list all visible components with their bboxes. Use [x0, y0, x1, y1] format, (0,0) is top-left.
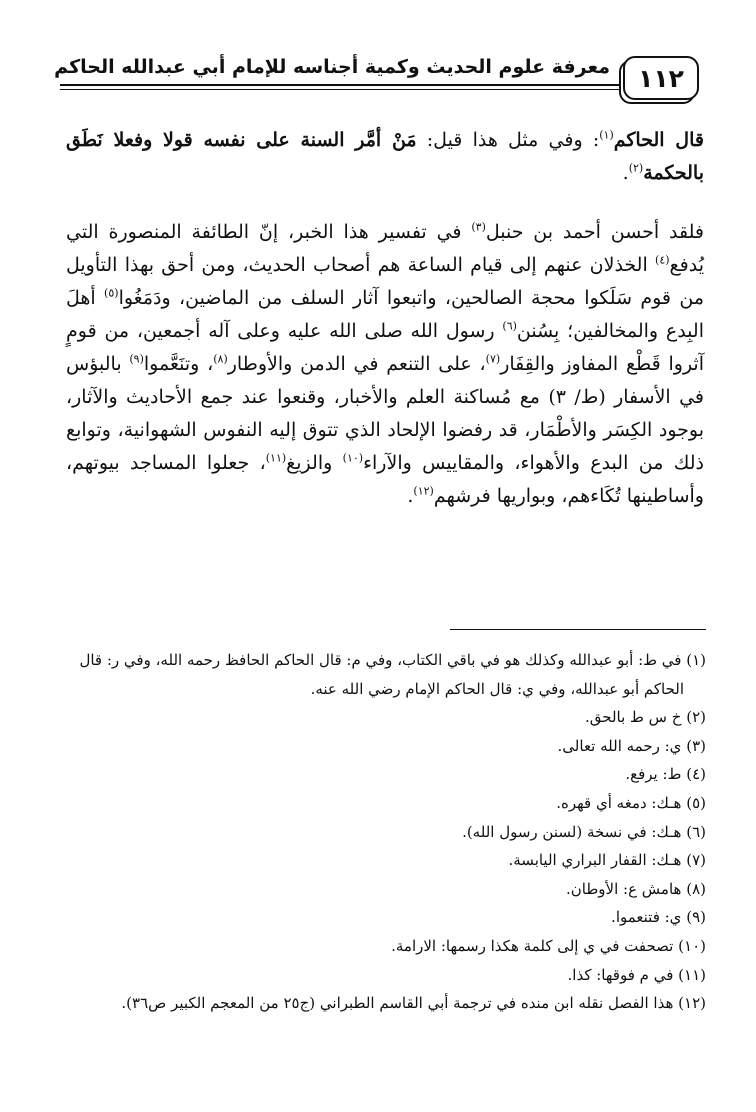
footnote-ref-11: (١١) [265, 451, 287, 465]
text-segment: ، جعلوا المساجد بيوتهم، وأساطينها تُكَاءهم، وبواريها فرشهم [66, 452, 704, 507]
footnote-item [66, 646, 706, 703]
text-segment: في تفسير هذا الخبر، إنّ الطائفة المنصورة التي يُدفع [66, 221, 704, 276]
footnote-text: ي: فتنعموا. [611, 908, 682, 927]
footnote-ref-4: (٤) [655, 253, 670, 267]
text-segment: : وفي مثل هذا قيل: [416, 129, 600, 151]
text-segment: ، على التنعم في الدمن والأوطار [227, 353, 486, 375]
text-segment: بالبؤس في الأسفار (ط/ ٣) مع مُساكنة العلم والأخبار، وقنعوا عند جمع الأحاديث والآثار، بوجود الكِسَر والأطْمَار، قد رفضوا الإلحاد الذي تتوق إليه النفوس الشهوانية، وتوابع ذلك من البدع والأهواء، والمقاييس والآراء [66, 353, 705, 474]
footnote-item [66, 846, 706, 875]
text-segment: ، وتنَعَّموا [143, 353, 214, 375]
footnote-number: (١) [686, 651, 706, 669]
footnote-text-continued: الحاكم أبو عبدالله، وفي ي: قال الحاكم الإمام رضي الله عنه. [310, 679, 684, 698]
footnote-ref-8: (٨) [213, 352, 228, 366]
footnote-item [66, 789, 706, 818]
speaker-name: قال الحاكم [613, 129, 704, 151]
footnote-ref-9: (٩) [129, 352, 144, 366]
text-segment: والزيغ [286, 452, 343, 474]
text-segment: أهلَ البِدع والمخالفين؛ بِسُنن [66, 287, 704, 342]
footnote-number: (٢) [686, 708, 706, 727]
footnote-item [66, 989, 706, 1018]
footnote-number: (٩) [686, 908, 706, 927]
footnote-number: (٥) [686, 793, 706, 812]
footnote-item [66, 703, 706, 732]
footnote-text: ط: يرفع. [625, 765, 682, 784]
footnote-text: خ س ط بالحق. [584, 708, 682, 727]
page-number-badge [623, 56, 699, 100]
footnote-text: في م فوقها: كذا. [567, 965, 674, 984]
page-number: ١١٢ [638, 63, 684, 93]
footnote-text: هـك: دمغه أي قهره. [556, 793, 682, 812]
text-segment: . [407, 485, 414, 507]
footnotes-list [66, 646, 706, 1018]
footnote-item [66, 875, 706, 904]
text-segment: الخذلان عنهم إلى قيام الساعة هم أصحاب الحديث، ومن أحق بهذا التأويل من قوم سَلَكوا محجة الصالحين، واتبعوا آثار السلف من الماضين، ودَمَغُوا [66, 254, 704, 309]
footnote-item [66, 961, 706, 990]
footnote-ref-5: (٥) [104, 286, 119, 300]
footnote-text: ي: رحمه الله تعالى. [557, 736, 682, 755]
footnote-separator [450, 629, 706, 630]
footnote-text: في ط: أبو عبدالله وكذلك هو في باقي الكتاب، وفي م: قال الحاكم الحافظ رحمه الله، وفي ر: قال [79, 651, 682, 669]
footnote-number: (٧) [686, 851, 706, 870]
footnote-number: (١٢) [678, 994, 706, 1013]
footnote-item [66, 760, 706, 789]
paragraph-hakim-quote [66, 124, 704, 190]
footnote-number: (٣) [686, 736, 706, 755]
footnote-text: هـك: في نسخة (لسنن رسول الله). [462, 822, 682, 841]
footnote-number: (٨) [686, 879, 706, 898]
footnote-ref-6: (٦) [502, 319, 517, 333]
footnote-number: (١٠) [678, 936, 706, 955]
footnote-text: تصحفت في ي إلى كلمة هكذا رسمها: الارامة. [391, 936, 674, 955]
header-rule [60, 84, 620, 86]
footnote-number: (٦) [686, 822, 706, 841]
footnote-item [66, 932, 706, 961]
footnote-ref-1: (١) [599, 128, 614, 142]
footnote-text: هامش ع: الأوطان. [566, 879, 682, 898]
footnote-item [66, 903, 706, 932]
running-header-title: معرفة علوم الحديث وكمية أجناسه للإمام أبي عبدالله الحاكم [54, 56, 610, 78]
text-segment: رسول الله صلى الله عليه وعلى آله أجمعين، من قومٍ آثروا قَطْع المفاوز والقِفَار [66, 320, 704, 375]
footnote-number: (٤) [686, 765, 706, 784]
footnote-text: هذا الفصل نقله ابن منده في ترجمة أبي القاسم الطبراني (ج٢٥ من المعجم الكبير ص٣٦). [121, 994, 674, 1013]
footnote-item [66, 818, 706, 847]
footnote-item [66, 732, 706, 761]
paragraph-ahmad-ibn-hanbal [66, 216, 704, 513]
footnote-number: (١١) [678, 965, 706, 984]
text-segment: فلقد أحسن أحمد بن حنبل [485, 221, 704, 243]
footnote-ref-10: (١٠) [342, 451, 364, 465]
header-rule-thin [60, 89, 620, 90]
quoted-saying: مَنْ أمَّر السنة على نفسه قولا وفعلا نَطَق بالحكمة [66, 129, 704, 184]
footnote-ref-2: (٢) [628, 161, 644, 175]
footnote-ref-12: (١٢) [413, 484, 434, 498]
footnote-text: هـك: القفار البراري اليابسة. [508, 851, 682, 870]
footnote-ref-3: (٣) [471, 220, 486, 234]
footnote-ref-7: (٧) [485, 352, 501, 366]
text-segment: . [622, 162, 629, 184]
